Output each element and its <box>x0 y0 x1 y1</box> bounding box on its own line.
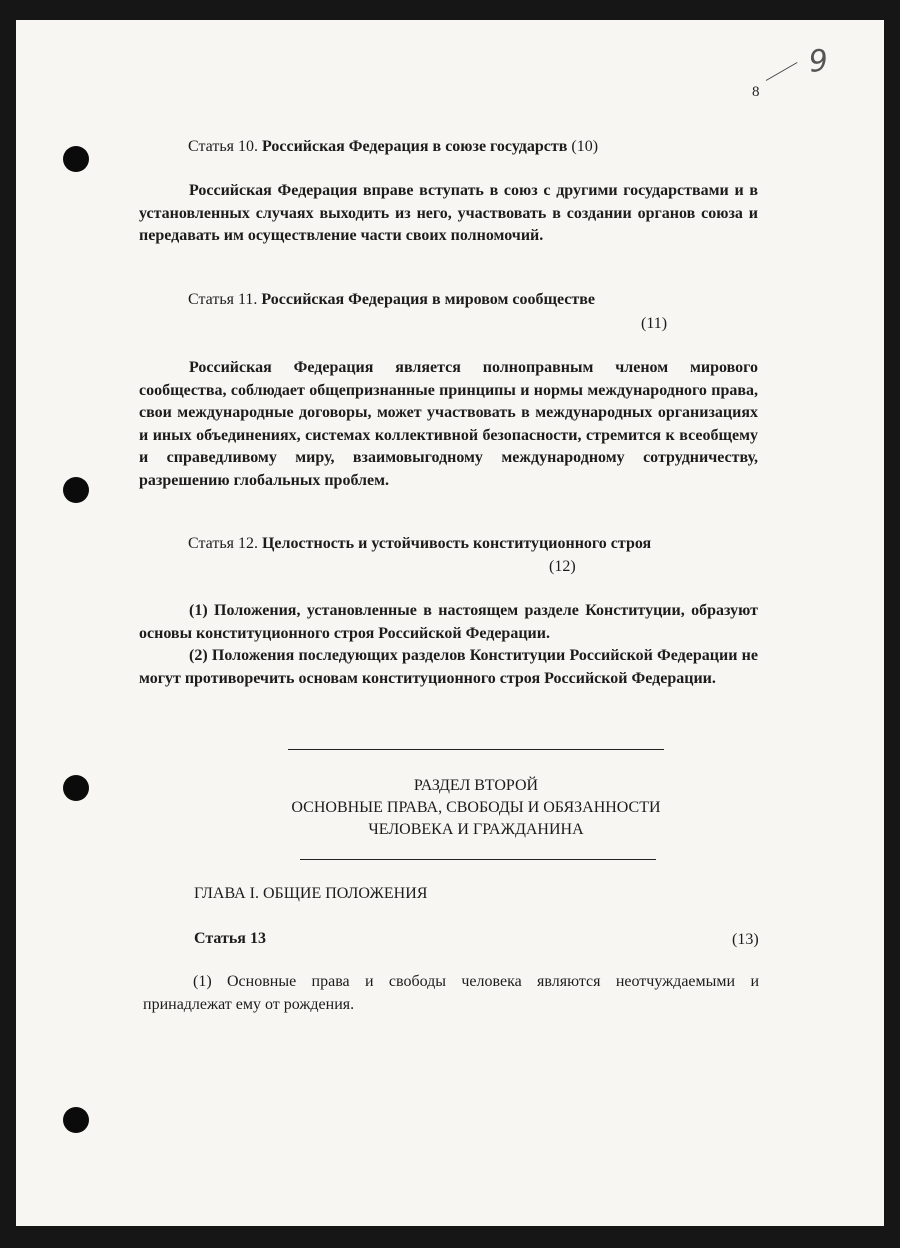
article-12-paragraph-2: (2) Положения последующих разделов Конституции Российской Федерации не могут противоречить основам конституционного строя Российской Федерации. <box>139 647 758 687</box>
article-10-paragraph: Российская Федерация вправе вступать в союз с другими государствами и в установленных случаях выходить из него, участвовать в создании органов союза и передавать им осуществление части своих полномочий. <box>139 182 758 244</box>
document-page <box>16 20 884 1226</box>
article-12-prefix: Статья 12. <box>188 535 258 552</box>
divider-top <box>288 749 664 750</box>
article-13-paragraph: (1) Основные права и свободы человека являются неотчуждаемыми и принадлежат ему от рождения. <box>143 973 759 1013</box>
page-number: 8 <box>752 84 760 100</box>
article-10-ref: (10) <box>571 138 599 155</box>
article-10-prefix: Статья 10. <box>188 138 258 155</box>
article-11-ref: (11) <box>641 315 668 332</box>
article-13-ref: (13) <box>732 931 759 948</box>
article-11-paragraph: Российская Федерация является полноправным членом мирового сообщества, соблюдает общепризнанные принципы и нормы международного права, свои международные договоры, может участвовать в международных организациях и иных объединениях, системах коллективной безопасности, стремится к всеобщему и справедливому миру, взаимовыгодному международному сотрудничеству, разрешению глобальных проблем. <box>139 359 758 489</box>
binder-hole <box>63 1107 89 1133</box>
section-title-line-2: ОСНОВНЫЕ ПРАВА, СВОБОДЫ И ОБЯЗАННОСТИ <box>291 799 661 816</box>
section-title-line-3: ЧЕЛОВЕКА И ГРАЖДАНИНА <box>368 821 584 838</box>
article-12-title: Целостность и устойчивость конституционного строя <box>261 535 652 552</box>
binder-hole <box>63 477 89 503</box>
handwritten-page-number: 9 <box>807 43 830 80</box>
section-title <box>196 775 756 841</box>
article-13-title: Статья 13 <box>194 930 266 947</box>
article-10-title: Российская Федерация в союзе государств <box>261 138 568 155</box>
pen-stroke <box>766 62 798 81</box>
binder-hole <box>63 775 89 801</box>
article-11-title: Российская Федерация в мировом сообществе <box>261 291 595 308</box>
section-title-line-1: РАЗДЕЛ ВТОРОЙ <box>413 777 539 794</box>
article-12-ref: (12) <box>549 558 576 575</box>
article-12-heading <box>188 535 651 553</box>
chapter-heading: ГЛАВА I. ОБЩИЕ ПОЛОЖЕНИЯ <box>194 885 428 902</box>
article-11-heading <box>188 291 595 309</box>
article-11-prefix: Статья 11. <box>188 291 258 308</box>
article-10-heading <box>188 138 598 156</box>
article-12-paragraph-1: (1) Положения, установленные в настоящем разделе Конституции, образуют основы конституционного строя Российской Федерации. <box>139 602 758 642</box>
divider-bottom <box>300 859 656 860</box>
binder-hole <box>63 146 89 172</box>
